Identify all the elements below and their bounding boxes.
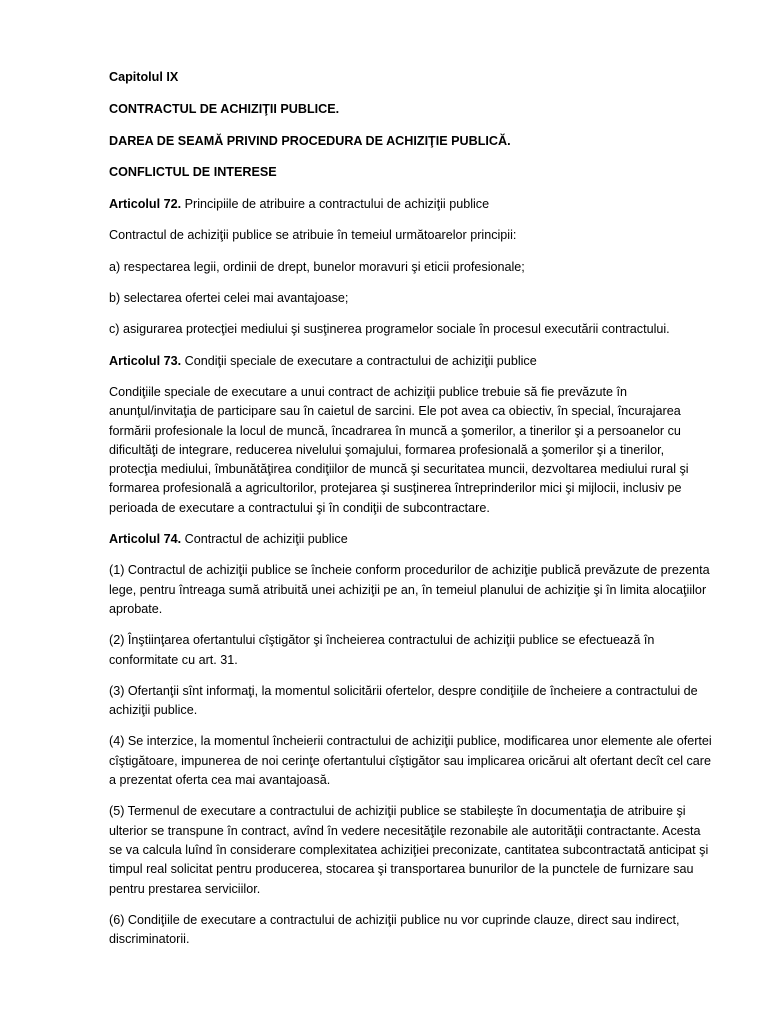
section-heading-conflict: CONFLICTUL DE INTERESE — [109, 165, 277, 180]
article-72-intro: Contractul de achiziţii publice se atribuie în temeiul următoarelor principii: — [109, 228, 517, 243]
article-74-paragraph-2: (2) Înştiinţarea ofertantului cîştigător şi încheierea contractului de achiziţii publice se efectuează în conformitate cu art. 31. — [109, 633, 655, 667]
article-72-heading — [109, 195, 713, 214]
article-72-title: Principiile de atribuire a contractului de achiziţii publice — [184, 197, 490, 212]
article-72-item-a: a) respectarea legii, ordinii de drept, bunelor moravuri şi eticii profesionale; — [109, 259, 525, 274]
article-74-title: Contractul de achiziţii publice — [184, 532, 348, 547]
article-72-label: Articolul 72. — [109, 197, 182, 212]
article-73-heading — [109, 352, 713, 371]
section-heading-contract: CONTRACTUL DE ACHIZIŢII PUBLICE. — [109, 101, 340, 116]
article-74-heading — [109, 530, 713, 549]
article-74-paragraph-3: (3) Ofertanţii sînt informaţi, la momentul solicitării ofertelor, despre condiţiile de încheiere a contractului de achiziţii publice. — [109, 683, 698, 718]
section-heading-report: DAREA DE SEAMĂ PRIVIND PROCEDURA DE ACHIZIŢIE PUBLICĂ. — [109, 133, 511, 148]
article-74-paragraph-1: (1) Contractul de achiziţii publice se încheie conform procedurilor de achiziţie publică prevăzute de prezenta lege, pentru întreaga sumă atribuită unei achiziţii pe an, în temeiul planului de achiziţie şi în limita alocaţiilor aprobate. — [109, 563, 710, 616]
article-73-body: Condiţiile speciale de executare a unui contract de achiziţii publice trebuie să fie prevăzute în anunţul/invitaţia de participare sau în caietul de sarcini. Ele pot avea ca obiectiv, în special, încurajarea formării profesionale la locul de muncă, încadrarea în muncă a şomerilor, a tinerilor şi a persoanelor cu dificultăţi de integrare, reducerea nivelului şomajului, formarea profesională a şomerilor şi a tinerilor, protecţia mediului, îmbunătăţirea condiţiilor de muncă şi securitatea muncii, dezvoltarea mediului rural şi formarea profesională a agricultorilor, protejarea şi susţinerea întreprinderilor mici şi mijlocii, inclusiv pe perioada de executare a contractului şi în condiţii de subcontractare. — [109, 384, 689, 515]
chapter-heading: Capitolul IX — [109, 70, 179, 84]
article-73-label: Articolul 73. — [109, 353, 182, 368]
article-72-item-c: c) asigurarea protecţiei mediului şi susţinerea programelor sociale în procesul executării contractului. — [109, 322, 670, 337]
article-73-title: Condiţii speciale de executare a contractului de achiziţii publice — [184, 353, 537, 368]
article-74-paragraph-4: (4) Se interzice, la momentul încheierii contractului de achiziţii publice, modificarea unor elemente ale ofertei cîştigătoare, impunerea de noi cerinţe ofertantului cîştigător sau implicarea oricărui alt ofertant decît cel care a prezentat oferta cea mai avantajoasă. — [109, 734, 712, 788]
document-page — [109, 68, 713, 961]
article-74-paragraph-5: (5) Termenul de executare a contractului de achiziţii publice se stabileşte în documentaţia de atribuire şi ulterior se transpune în contract, avînd în vedere necesităţile rezonabile ale autorităţii contractante. Acesta se va calcula luînd în considerare complexitatea achiziţiei preconizate, cantitatea subcontractată anticipat şi timpul real solicitat pentru producerea, stocarea şi transportarea bunurilor de la punctele de furnizare sau pentru prestarea serviciilor. — [109, 804, 709, 896]
article-74-label: Articolul 74. — [109, 532, 182, 547]
article-72-item-b: b) selectarea ofertei celei mai avantajoase; — [109, 291, 349, 306]
article-74-paragraph-6: (6) Condiţiile de executare a contractului de achiziţii publice nu vor cuprinde clauze, direct sau indirect, discriminatorii. — [109, 912, 680, 947]
